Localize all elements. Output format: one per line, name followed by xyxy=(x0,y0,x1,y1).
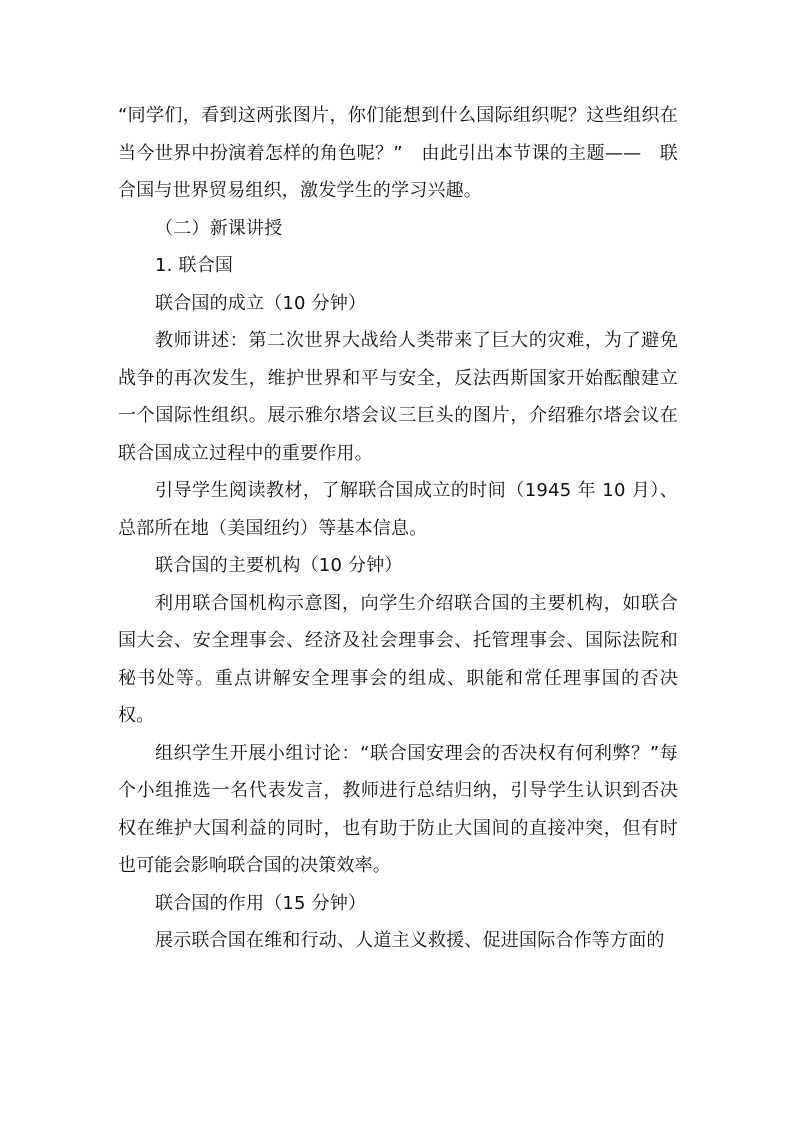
topic-heading-un-organs: 联合国的主要机构（10 分钟） xyxy=(155,555,403,576)
body-paragraph: 引导学生阅读教材，了解联合国成立的时间（1945 年 10 月）、总部所在地（美国纽约）等基本信息。 xyxy=(118,480,678,539)
body-paragraph: 利用联合国机构示意图，向学生介绍联合国的主要机构，如联合国大会、安全理事会、经济及社会理事会、托管理事会、国际法院和秘书处等。重点讲解安全理事会的组成、职能和常任理事国的否决权。 xyxy=(118,592,678,726)
section-heading-new-lesson: （二）新课讲授 xyxy=(155,217,283,239)
body-paragraph: 展示联合国在维和行动、人道主义救援、促进国际合作等方面的 xyxy=(155,930,665,951)
intro-paragraph: “同学们，看到这两张图片，你们能想到什么国际组织呢？这些组织在当今世界中扮演着怎样的角色呢？” 由此引出本节课的主题—— 联合国与世界贸易组织，激发学生的学习兴趣。 xyxy=(118,105,678,201)
body-paragraph: 教师讲述：第二次世界大战给人类带来了巨大的灾难，为了避免战争的再次发生，维护世界和平与安全，反法西斯国家开始酝酿建立一个国际性组织。展示雅尔塔会议三巨头的图片，介绍雅尔塔会议在联合国成立过程中的重要作用。 xyxy=(118,330,678,464)
subsection-heading-un: 1. 联合国 xyxy=(155,255,234,276)
topic-heading-un-role: 联合国的作用（15 分钟） xyxy=(155,892,367,914)
topic-heading-un-founding: 联合国的成立（10 分钟） xyxy=(155,292,367,314)
document-page xyxy=(118,97,678,960)
body-paragraph: 组织学生开展小组讨论：“联合国安理会的否决权有何利弊？”每个小组推选一名代表发言，教师进行总结归纳，引导学生认识到否决权在维护大国利益的同时，也有助于防止大国间的直接冲突，但有时也可能会影响联合国的决策效率。 xyxy=(118,742,678,876)
